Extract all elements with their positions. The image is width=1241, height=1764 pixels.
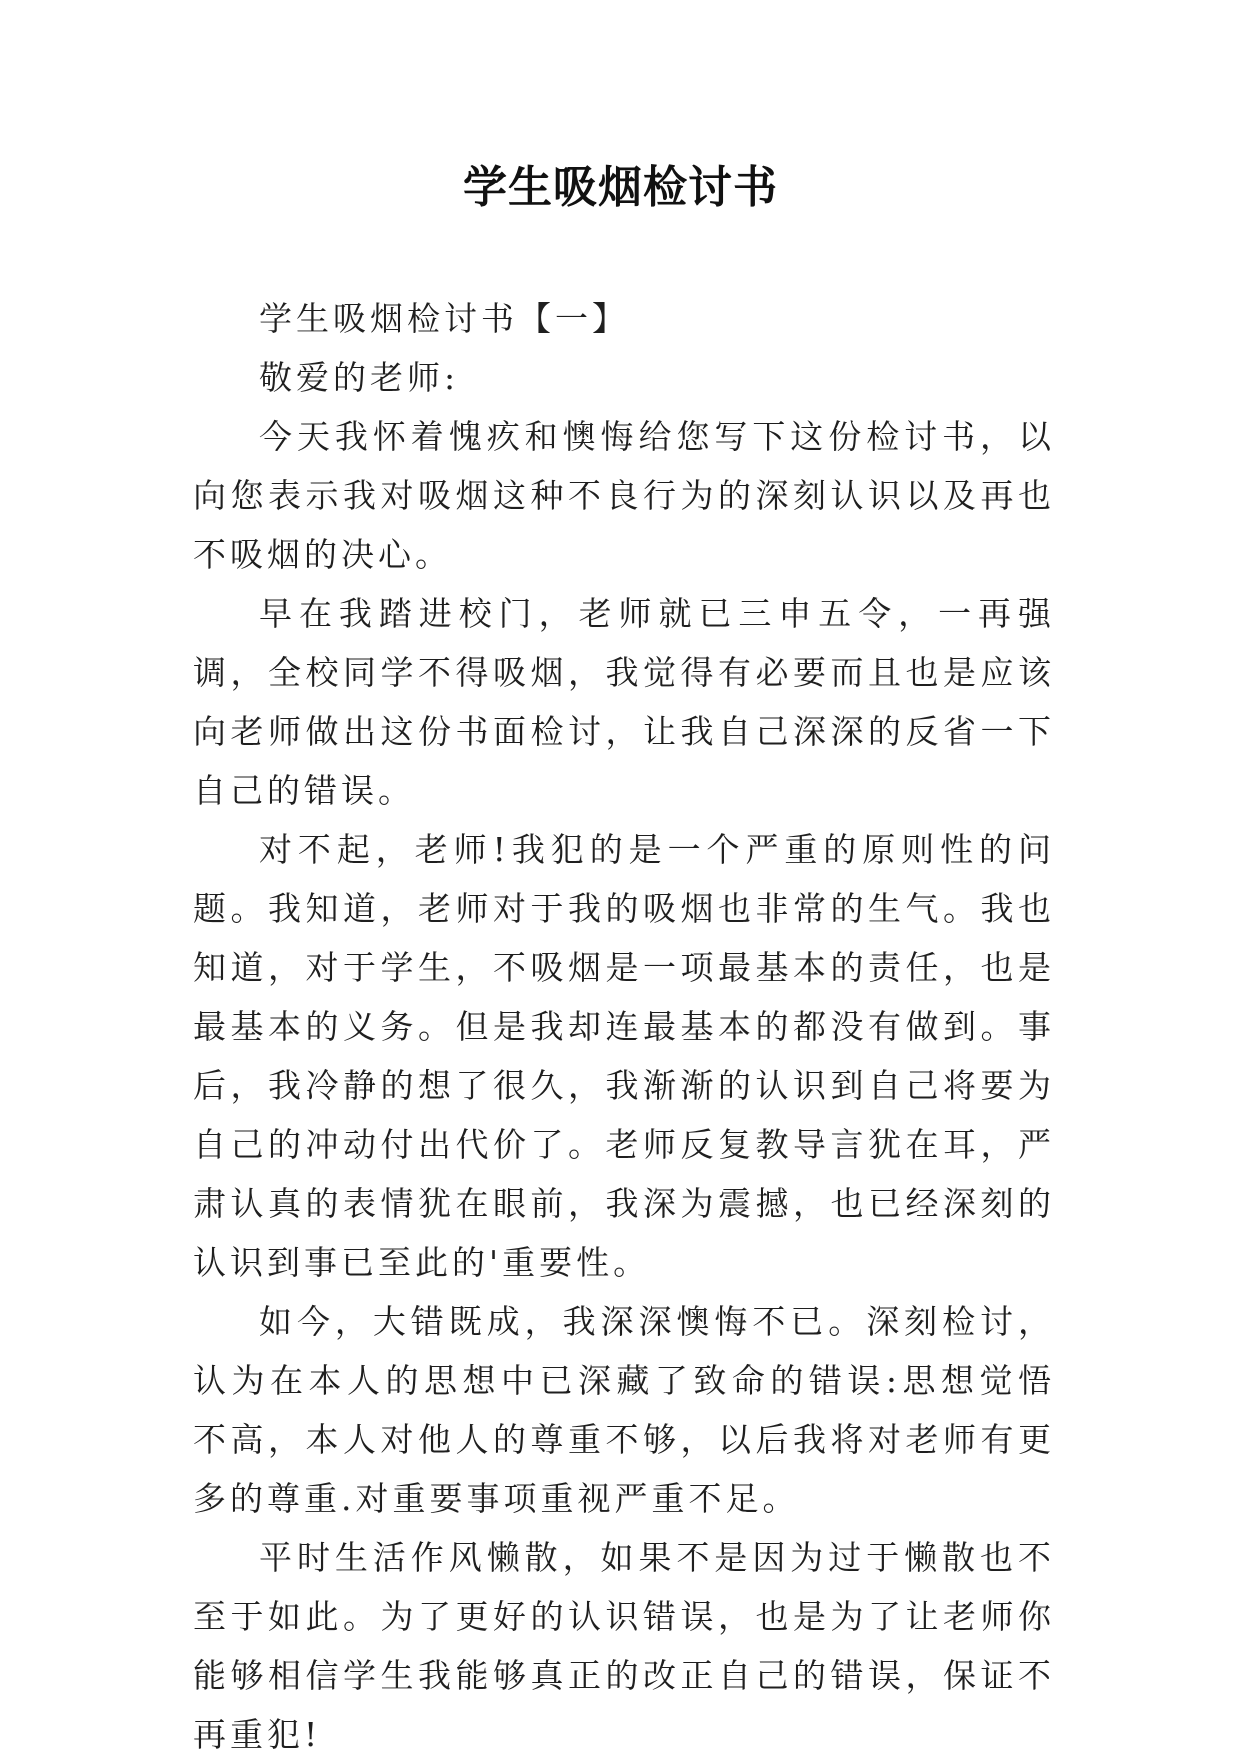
document-title: 学生吸烟检讨书 [463,162,778,213]
section-heading: 学生吸烟检讨书【一】 [259,299,629,338]
paragraph-5: 平时生活作风懒散，如果不是因为过于懒散也不至于如此。为了更好的认识错误，也是为了让老师你能够相信学生我能够真正的改正自己的错误，保证不再重犯! [193,1538,1055,1754]
paragraph-2: 早在我踏进校门，老师就已三申五令，一再强调，全校同学不得吸烟，我觉得有必要而且也是应该向老师做出这份书面检讨，让我自己深深的反省一下自己的错误。 [193,594,1055,810]
paragraph-3: 对不起，老师!我犯的是一个严重的原则性的问题。我知道，老师对于我的吸烟也非常的生气。我也知道，对于学生，不吸烟是一项最基本的责任，也是最基本的义务。但是我却连最基本的都没有做到。事后，我冷静的想了很久，我渐渐的认识到自己将要为自己的冲动付出代价了。老师反复教导言犹在耳，严肃认真的表情犹在眼前，我深为震撼，也已经深刻的认识到事已至此的'重要性。 [193,830,1055,1282]
document-body [193,289,1055,1764]
paragraph-4: 如今，大错既成，我深深懊悔不已。深刻检讨，认为在本人的思想中已深藏了致命的错误:思想觉悟不高，本人对他人的尊重不够，以后我将对老师有更多的尊重.对重要事项重视严重不足。 [193,1302,1055,1518]
paragraph-1: 今天我怀着愧疚和懊悔给您写下这份检讨书，以向您表示我对吸烟这种不良行为的深刻认识以及再也不吸烟的决心。 [193,417,1055,574]
salutation: 敬爱的老师: [259,358,460,397]
